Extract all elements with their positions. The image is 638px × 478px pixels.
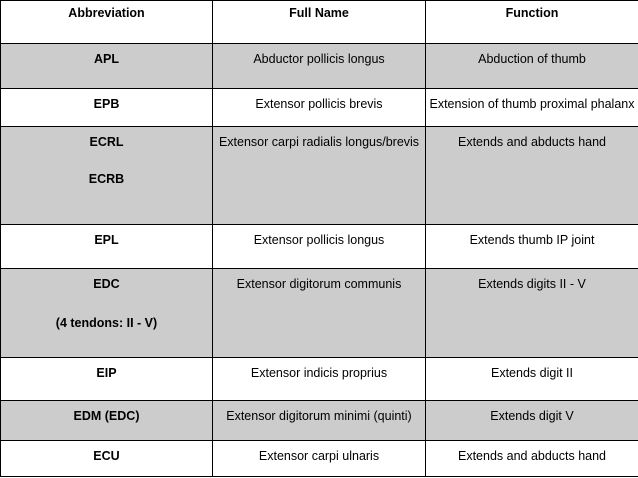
table-header-row	[1, 1, 638, 44]
table-row	[1, 269, 638, 358]
table-row	[1, 441, 638, 477]
cell-function: Extends digits II - V	[426, 269, 638, 358]
cell-function: Extends digit V	[426, 401, 638, 441]
cell-abbreviation: EIP	[1, 358, 213, 401]
cell-full-name: Extensor digitorum communis	[213, 269, 426, 358]
cell-function: Abduction of thumb	[426, 44, 638, 89]
header-full-name: Full Name	[213, 1, 426, 44]
cell-full-name: Extensor carpi radialis longus/brevis	[213, 127, 426, 225]
cell-full-name: Extensor pollicis brevis	[213, 89, 426, 127]
table-row	[1, 358, 638, 401]
cell-function: Extension of thumb proximal phalanx	[426, 89, 638, 127]
cell-full-name: Extensor carpi ulnaris	[213, 441, 426, 477]
abbreviation-line-2: (4 tendons: II - V)	[55, 316, 158, 330]
table-row	[1, 89, 638, 127]
header-function: Function	[426, 1, 638, 44]
cell-function: Extends and abducts hand	[426, 127, 638, 225]
abbreviation-line-1: ECRL	[89, 135, 124, 149]
cell-function: Extends thumb IP joint	[426, 225, 638, 269]
header-abbreviation: Abbreviation	[1, 1, 213, 44]
cell-function: Extends digit II	[426, 358, 638, 401]
cell-abbreviation: EPL	[1, 225, 213, 269]
table-row	[1, 225, 638, 269]
table-row	[1, 127, 638, 225]
cell-function: Extends and abducts hand	[426, 441, 638, 477]
abbreviation-line-2: ECRB	[88, 172, 125, 186]
cell-abbreviation: APL	[1, 44, 213, 89]
cell-full-name: Extensor digitorum minimi (quinti)	[213, 401, 426, 441]
cell-full-name: Extensor pollicis longus	[213, 225, 426, 269]
abbreviation-line-1: EDC	[93, 277, 120, 291]
cell-abbreviation: EPB	[1, 89, 213, 127]
cell-abbreviation	[1, 269, 213, 358]
cell-abbreviation	[1, 127, 213, 225]
cell-abbreviation: ECU	[1, 441, 213, 477]
cell-abbreviation: EDM (EDC)	[1, 401, 213, 441]
table-row	[1, 401, 638, 441]
cell-full-name: Abductor pollicis longus	[213, 44, 426, 89]
cell-full-name: Extensor indicis proprius	[213, 358, 426, 401]
table-row	[1, 44, 638, 89]
